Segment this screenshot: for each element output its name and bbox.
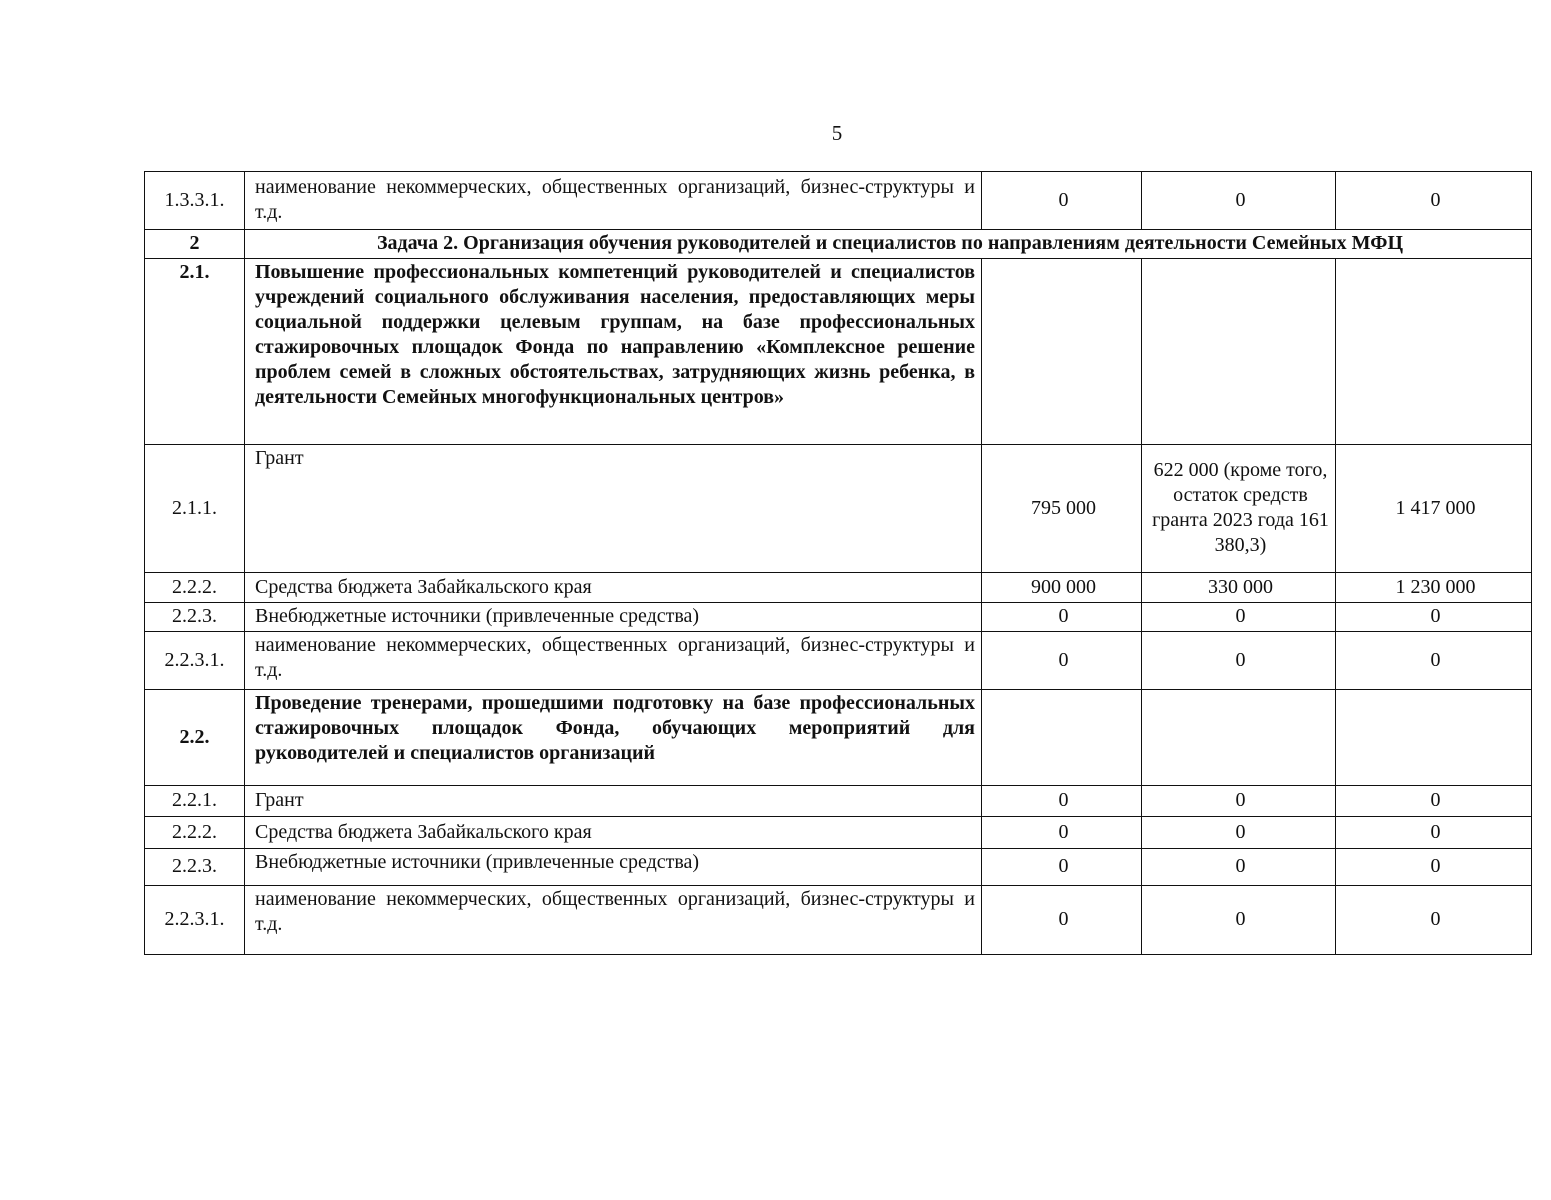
table-row: [145, 445, 1532, 573]
task-number: 2: [145, 230, 245, 259]
page-number: 5: [831, 121, 843, 145]
value-col-3: 0: [1336, 786, 1532, 817]
value-col-1: 0: [982, 603, 1142, 632]
row-name: Средства бюджета Забайкальского края: [245, 817, 982, 849]
budget-table: [144, 171, 1532, 955]
section-number: 2.1.: [145, 259, 245, 445]
value-col-3: 0: [1336, 849, 1532, 886]
table-row: [145, 786, 1532, 817]
table-row: [145, 603, 1532, 632]
value-col-3: 0: [1336, 886, 1532, 955]
row-name: наименование некоммерческих, общественных организаций, бизнес-структуры и т.д.: [245, 172, 982, 230]
value-col-2: 0: [1142, 817, 1336, 849]
value-col-3: 0: [1336, 817, 1532, 849]
value-col-3: [1336, 259, 1532, 445]
row-name: Грант: [245, 786, 982, 817]
section-row: [145, 259, 1532, 445]
value-col-3: 0: [1336, 632, 1532, 690]
value-col-2: 0: [1142, 603, 1336, 632]
value-col-1: 795 000: [982, 445, 1142, 573]
value-col-2: 0: [1142, 632, 1336, 690]
row-name: Средства бюджета Забайкальского края: [245, 573, 982, 603]
value-col-2: 0: [1142, 886, 1336, 955]
row-name: Внебюджетные источники (привлеченные средства): [245, 603, 982, 632]
value-col-3: 1 230 000: [1336, 573, 1532, 603]
value-col-1: 0: [982, 886, 1142, 955]
row-number: 2.1.1.: [145, 445, 245, 573]
row-name: Грант: [245, 445, 982, 573]
row-number: 2.2.2.: [145, 573, 245, 603]
value-col-1: 0: [982, 817, 1142, 849]
row-name: Внебюджетные источники (привлеченные средства): [245, 849, 982, 886]
section-title: Повышение профессиональных компетенций руководителей и специалистов учреждений социального обслуживания населения, предоставляющих меры социальной поддержки целевым группам, на базе профессиональных стажировочных площадок Фонда по направлению «Комплексное решение проблем семей в сложных обстоятельствах, затрудняющих жизнь ребенка, в деятельности Семейных многофункциональных центров»: [245, 259, 982, 445]
value-col-2: [1142, 259, 1336, 445]
table-row: [145, 886, 1532, 955]
value-col-1: [982, 259, 1142, 445]
table-row: [145, 172, 1532, 230]
row-number: 2.2.3.: [145, 603, 245, 632]
table-row: [145, 849, 1532, 886]
row-number: 2.2.1.: [145, 786, 245, 817]
value-col-1: [982, 690, 1142, 786]
table-row: [145, 817, 1532, 849]
table-row: [145, 573, 1532, 603]
value-col-3: 0: [1336, 172, 1532, 230]
row-name: наименование некоммерческих, общественных организаций, бизнес-структуры и т.д.: [245, 632, 982, 690]
task-title: Задача 2. Организация обучения руководителей и специалистов по направлениям деятельности Семейных МФЦ: [245, 230, 1532, 259]
value-col-1: 0: [982, 632, 1142, 690]
section-title: Проведение тренерами, прошедшими подготовку на базе профессиональных стажировочных площадок Фонда, обучающих мероприятий для руководителей и специалистов организаций: [245, 690, 982, 786]
value-col-2: 622 000 (кроме того, остаток средств гранта 2023 года 161 380,3): [1142, 445, 1336, 573]
row-number: 2.2.3.: [145, 849, 245, 886]
value-col-1: 0: [982, 172, 1142, 230]
section-row: [145, 690, 1532, 786]
value-col-1: 0: [982, 786, 1142, 817]
value-col-2: 0: [1142, 172, 1336, 230]
table-row: [145, 632, 1532, 690]
row-number: 2.2.3.1.: [145, 886, 245, 955]
value-col-3: [1336, 690, 1532, 786]
value-col-2: 330 000: [1142, 573, 1336, 603]
row-number: 2.2.3.1.: [145, 632, 245, 690]
value-col-2: 0: [1142, 786, 1336, 817]
value-col-1: 0: [982, 849, 1142, 886]
task-row: [145, 230, 1532, 259]
row-name: наименование некоммерческих, общественных организаций, бизнес-структуры и т.д.: [245, 886, 982, 955]
value-col-3: 0: [1336, 603, 1532, 632]
row-number: 1.3.3.1.: [145, 172, 245, 230]
section-number: 2.2.: [145, 690, 245, 786]
value-col-3: 1 417 000: [1336, 445, 1532, 573]
value-col-1: 900 000: [982, 573, 1142, 603]
value-col-2: 0: [1142, 849, 1336, 886]
row-number: 2.2.2.: [145, 817, 245, 849]
value-col-2: [1142, 690, 1336, 786]
